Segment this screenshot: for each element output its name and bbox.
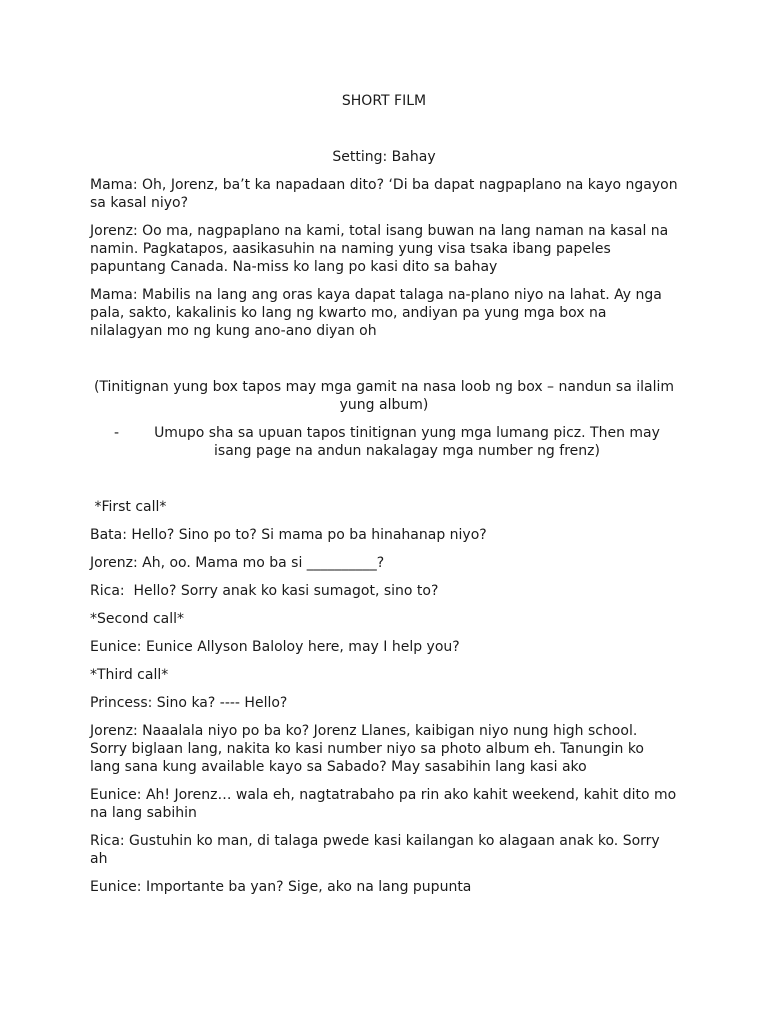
document-title: SHORT FILM <box>341 93 427 109</box>
dialogue-paragraph: Jorenz: Naaalala niyo po ba ko? Jorenz Llanes, kaibigan niyo nung high school. Sorry biglaan lang, nakita ko kasi number niyo sa photo album eh. Tanungin ko lang sana kung available kayo sa Sabado? May sasabihin lang kasi ako <box>90 723 644 775</box>
stage-direction: (Tinitignan yung box tapos may mga gamit na nasa loob ng box – nandun sa ilalim yung album) <box>93 379 675 413</box>
dialogue-line: Jorenz: Ah, oo. Mama mo ba si __________? <box>90 555 385 571</box>
bullet-marker: - <box>114 425 120 441</box>
call-label: *First call* <box>90 499 167 515</box>
bullet-text: Umupo sha sa upuan tapos tinitignan yung mga lumang picz. Then may isang page na andun nakalagay mga number ng frenz) <box>154 425 660 459</box>
call-label: *Second call* <box>90 611 185 627</box>
bullet-item <box>90 424 678 460</box>
dialogue-paragraph: Mama: Mabilis na lang ang oras kaya dapat talaga na-plano niyo na lahat. Ay nga pala, sakto, kakalinis ko lang ng kwarto mo, andiyan pa yung mga box na nilalagyan mo ng kung ano-ano diyan oh <box>90 287 662 339</box>
dialogue-line: Bata: Hello? Sino po to? Si mama po ba hinahanap niyo? <box>90 527 487 543</box>
call-label: *Third call* <box>90 667 169 683</box>
dialogue-line: Princess: Sino ka? ---- Hello? <box>90 695 288 711</box>
setting-line: Setting: Bahay <box>332 149 436 165</box>
dialogue-line: Rica: Gustuhin ko man, di talaga pwede kasi kailangan ko alagaan anak ko. Sorry ah <box>90 833 660 867</box>
dialogue-line: Eunice: Eunice Allyson Baloloy here, may I help you? <box>90 639 460 655</box>
dialogue-paragraph: Jorenz: Oo ma, nagpaplano na kami, total isang buwan na lang naman na kasal na namin. Pagkatapos, aasikasuhin na naming yung visa tsaka ibang papeles papuntang Canada. Na-miss ko lang po kasi dito sa bahay <box>90 223 669 275</box>
document-body <box>90 92 678 906</box>
dialogue-line: Rica: Hello? Sorry anak ko kasi sumagot, sino to? <box>90 583 439 599</box>
dialogue-line: Eunice: Importante ba yan? Sige, ako na lang pupunta <box>90 879 472 895</box>
dialogue-paragraph: Mama: Oh, Jorenz, ba’t ka napadaan dito? ‘Di ba dapat nagpaplano na kayo ngayon sa kasal niyo? <box>90 177 678 211</box>
dialogue-paragraph: Eunice: Ah! Jorenz… wala eh, nagtatrabaho pa rin ako kahit weekend, kahit dito mo na lang sabihin <box>90 787 677 821</box>
